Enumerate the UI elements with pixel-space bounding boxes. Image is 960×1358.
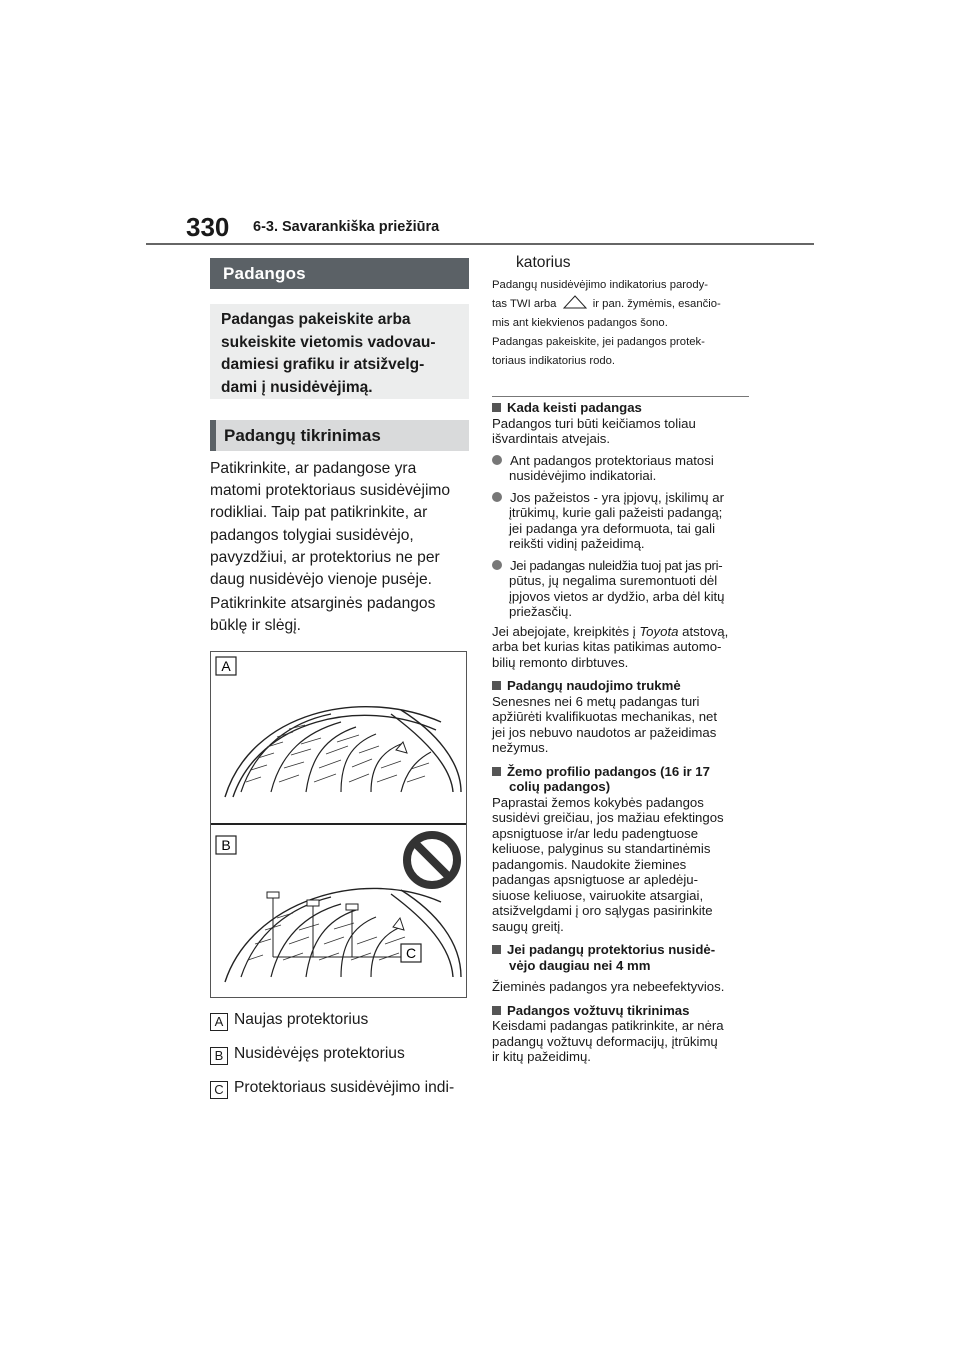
low-profile-heading: Žemo profilio padangos (16 ir 17 colių padangos)	[492, 764, 750, 795]
round-bullet-icon	[492, 455, 502, 465]
heading-tires: Padangos	[210, 258, 469, 289]
tread-wear-figure	[210, 651, 467, 998]
round-bullet-icon	[492, 492, 502, 502]
heading-tire-check: Padangų tikrinimas	[210, 420, 469, 451]
life-heading: Padangų naudojimo trukmė	[492, 678, 750, 694]
legend-item-a	[210, 1010, 368, 1032]
when-text: Padangos turi būti keičiamos toliau išvardintais atvejais.	[492, 415, 696, 446]
bullet-item: Jos pažeistos - yra įpjovų, įskilimų ar įtrūkimų, kurie gali pažeisti padangą; jei padanga yra deformuota, tai gali reikšti vidinį pažeidimą.	[492, 490, 750, 552]
legend-text: Nusidėvėjęs protektorius	[234, 1045, 405, 1062]
para-line: Patikrinkite, ar padangose yra	[210, 460, 417, 477]
legend-text: Naujas protektorius	[234, 1011, 369, 1028]
valve-heading: Padangos vožtuvų tikrinimas	[492, 1003, 750, 1019]
note-line: mis ant kiekvienos padangos šono.	[492, 317, 668, 329]
figure-label-c: C	[405, 945, 417, 961]
section-title: 6-3. Savarankiška priežiūra	[253, 219, 440, 235]
page-number: 330	[186, 212, 230, 242]
round-bullet-icon	[492, 560, 502, 570]
square-bullet-icon	[492, 1006, 501, 1015]
figure-label-b: B	[221, 837, 231, 853]
square-bullet-icon	[492, 681, 501, 690]
wear-indicator-note	[492, 276, 750, 371]
legend-item-c	[210, 1078, 454, 1100]
wear-heading: Jei padangų protektorius nusidė- vėjo daugiau nei 4 mm	[492, 942, 750, 973]
para-line: matomi protektoriaus susidėvėjimo	[210, 482, 451, 500]
legend-item-b	[210, 1044, 405, 1066]
notice-box	[210, 304, 469, 399]
legend-text: Protektoriaus susidėvėjimo indi-	[234, 1079, 455, 1096]
para-line: pavyzdžiui, ar protektorius ne per	[210, 548, 440, 566]
spare-paragraph	[210, 593, 472, 637]
life-text: Senesnes nei 6 metų padangas turi apžiūrėti kvalifikuotas mechanikas, net jei jos nebuvo naudotos ar pažeidimas nežymus.	[492, 693, 718, 755]
note-line: toriaus indikatorius rodo.	[492, 355, 616, 367]
notice-line: sukeiskite vietomis vadovau-	[221, 333, 436, 351]
para-line: daug nusidėvėjo vienoje pusėje.	[210, 571, 432, 589]
legend-key: C	[210, 1081, 228, 1099]
para-line: Patikrinkite atsarginės padangos	[210, 595, 436, 612]
square-bullet-icon	[492, 767, 501, 776]
check-paragraph	[210, 458, 472, 591]
doubt-paragraph: Jei abejojate, kreipkitės į Toyota atstovą, arba bet kurias kitas patikimas automo- bilių remonto dirbtuves.	[492, 623, 729, 670]
para-line: būklę ir slėgį.	[210, 617, 302, 635]
figure-label-a: A	[221, 658, 231, 674]
bullet-item: Jei padangas nuleidžia tuoj pat jas pri- pūtus, jų negalima suremontuoti dėl įpjovos vietos ar dydžio, arba dėl kitų priežasčių.	[492, 558, 750, 620]
note-line: Padangas pakeiskite, jei padangos protek-	[492, 336, 705, 348]
notice-line: dami į nusidėvėjimą.	[221, 378, 373, 396]
para-line: rodikliai. Taip pat patikrinkite, ar	[210, 504, 428, 522]
legend-key: A	[210, 1013, 228, 1031]
legend-key: B	[210, 1047, 228, 1065]
notice-line: damiesi grafiku ir atsižvelg-	[221, 356, 425, 373]
note-line: Padangų nusidėvėjimo indikatorius parody-	[492, 279, 709, 291]
tire-illustration	[211, 652, 466, 997]
header-rule	[146, 243, 814, 245]
legend-continuation: katorius	[516, 254, 571, 271]
square-bullet-icon	[492, 945, 501, 954]
wear-text: Žieminės padangos yra nebeefektyvios.	[492, 979, 725, 994]
bullet-item: Ant padangos protektoriaus matosi nusidėvėjimo indikatoriai.	[492, 453, 750, 484]
valve-text: Keisdami padangas patikrinkite, ar nėra padangų vožtuvų deformacijų, įtrūkimų ir kitų pažeidimų.	[492, 1018, 724, 1064]
note-divider	[492, 396, 749, 397]
right-column-body	[492, 400, 750, 1065]
low-profile-text: Paprastai žemos kokybės padangos susidėvi greičiau, jos mažiau efektingos apsnigtuose ir/ar ledu padengtuose keliuose, palyginus su standartinėmis padangomis. Naudokite žiemines padangas apsnigtuose ar apledėju- siuose keliuose, vairuokite atsargiai, atsižvelgdami į oro sąlygas pasirinkite saugų greitį.	[492, 794, 724, 934]
notice-line: Padangas pakeiskite arba	[221, 311, 411, 328]
note-line: tas TWI arba ir pan. žymėmis, esančio-	[492, 295, 750, 314]
square-bullet-icon	[492, 403, 501, 412]
para-line: padangos tolygiai susidėvėjo,	[210, 526, 414, 544]
when-heading: Kada keisti padangas	[492, 400, 750, 416]
triangle-mark-icon	[560, 295, 590, 309]
